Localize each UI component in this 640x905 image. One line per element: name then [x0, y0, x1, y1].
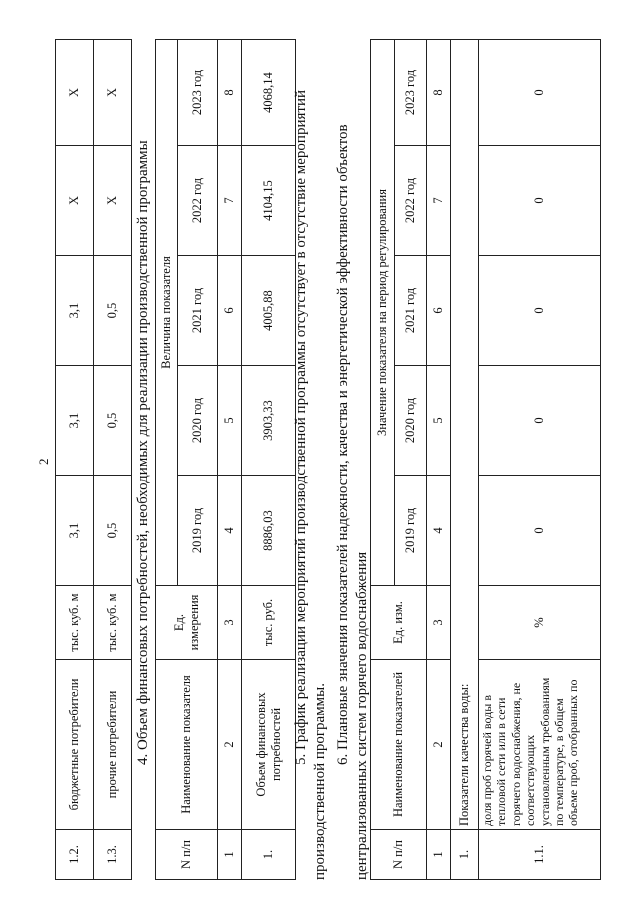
- column-number: 3: [427, 586, 451, 660]
- section-4-heading: 4. Объем финансовых потребностей, необходимых для реализации производственной программы: [135, 140, 151, 765]
- row-unit: тыс. руб.: [242, 586, 296, 660]
- value-2023: 0: [479, 39, 601, 145]
- header-group: Значение показателя на период регулирования: [371, 39, 395, 585]
- value-2021: 0: [479, 256, 601, 366]
- value-2019: 8886,03: [242, 476, 296, 586]
- consumption-table: [55, 39, 132, 880]
- financial-needs-table: [155, 39, 296, 880]
- group-label: Показатели качества воды:: [451, 39, 479, 829]
- group-row: [451, 39, 479, 879]
- table-row: [56, 40, 94, 880]
- section-5-text: 5. График реализации мероприятий производственной программы отсутствует в отсутствие мероприятий производственной программы.: [293, 90, 328, 880]
- value-2023: X: [94, 40, 132, 146]
- value-2021: 0,5: [94, 256, 132, 366]
- table-row: [479, 39, 601, 879]
- table-row: [94, 40, 132, 880]
- header-2020: 2020 год: [178, 366, 218, 476]
- header-num: N п/п: [371, 830, 427, 880]
- row-unit: тыс. куб. м: [56, 586, 94, 660]
- value-2020: 3903,33: [242, 366, 296, 476]
- column-number: 1: [427, 830, 451, 880]
- row-number: 1.: [451, 830, 479, 880]
- header-2023: 2023 год: [178, 40, 218, 146]
- value-2020: 3,1: [56, 366, 94, 476]
- column-numbers-row: [427, 39, 451, 879]
- value-2023: 4068,14: [242, 40, 296, 146]
- value-2022: X: [56, 146, 94, 256]
- quality-indicators-table: [370, 39, 601, 880]
- section-6-heading: 6. Плановые значения показателей надежности, качества и энергетической эффективности объектов централизованных систем горячего водоснабжения: [335, 124, 370, 880]
- header-group: Величина показателя: [156, 40, 178, 586]
- column-number: 3: [218, 586, 242, 660]
- row-name: прочие потребители: [94, 660, 132, 830]
- value-2019: 0: [479, 476, 601, 586]
- column-number: 5: [218, 366, 242, 476]
- table-row: [242, 40, 296, 880]
- column-number: 4: [218, 476, 242, 586]
- value-2020: 0,5: [94, 366, 132, 476]
- value-2022: 4104,15: [242, 146, 296, 256]
- row-name: доля проб горячей воды в тепловой сети или в сети горячего водоснабжения, не соответствующих установленным требованиям по температуре, в общем объеме проб, отобранных по: [479, 660, 601, 830]
- column-number: 5: [427, 366, 451, 476]
- header-name: Наименование показателя: [156, 660, 218, 830]
- row-unit: %: [479, 586, 601, 660]
- value-2021: 3,1: [56, 256, 94, 366]
- value-2020: 0: [479, 366, 601, 476]
- column-numbers-row: [218, 40, 242, 880]
- column-number: 2: [427, 660, 451, 830]
- header-row: [371, 39, 395, 879]
- value-2022: X: [94, 146, 132, 256]
- value-2019: 0,5: [94, 476, 132, 586]
- page-number: 2: [36, 458, 51, 465]
- header-2022: 2022 год: [395, 146, 427, 256]
- column-number: 8: [218, 40, 242, 146]
- column-number: 6: [427, 256, 451, 366]
- column-number: 2: [218, 660, 242, 830]
- column-number: 1: [218, 830, 242, 880]
- value-2022: 0: [479, 146, 601, 256]
- row-number: 1.2.: [56, 830, 94, 880]
- column-number: 8: [427, 39, 451, 145]
- header-unit: Ед. изм.: [371, 586, 427, 660]
- row-number: 1.1.: [479, 830, 601, 880]
- header-unit: Ед. измерения: [156, 586, 218, 660]
- header-2019: 2019 год: [395, 476, 427, 586]
- value-2023: X: [56, 40, 94, 146]
- header-2019: 2019 год: [178, 476, 218, 586]
- header-num: N п/п: [156, 830, 218, 880]
- row-number: 1.3.: [94, 830, 132, 880]
- header-2021: 2021 год: [178, 256, 218, 366]
- row-name: Объем финансовых потребностей: [242, 660, 296, 830]
- column-number: 7: [427, 146, 451, 256]
- header-2021: 2021 год: [395, 256, 427, 366]
- header-row: [156, 40, 178, 880]
- column-number: 4: [427, 476, 451, 586]
- column-number: 7: [218, 146, 242, 256]
- value-2019: 3,1: [56, 476, 94, 586]
- value-2021: 4005,88: [242, 256, 296, 366]
- column-number: 6: [218, 256, 242, 366]
- row-unit: тыс. куб. м: [94, 586, 132, 660]
- header-2020: 2020 год: [395, 366, 427, 476]
- row-name: бюджетные потребители: [56, 660, 94, 830]
- header-name: Наименование показателей: [371, 660, 427, 830]
- header-2023: 2023 год: [395, 39, 427, 145]
- row-number: 1.: [242, 830, 296, 880]
- header-2022: 2022 год: [178, 146, 218, 256]
